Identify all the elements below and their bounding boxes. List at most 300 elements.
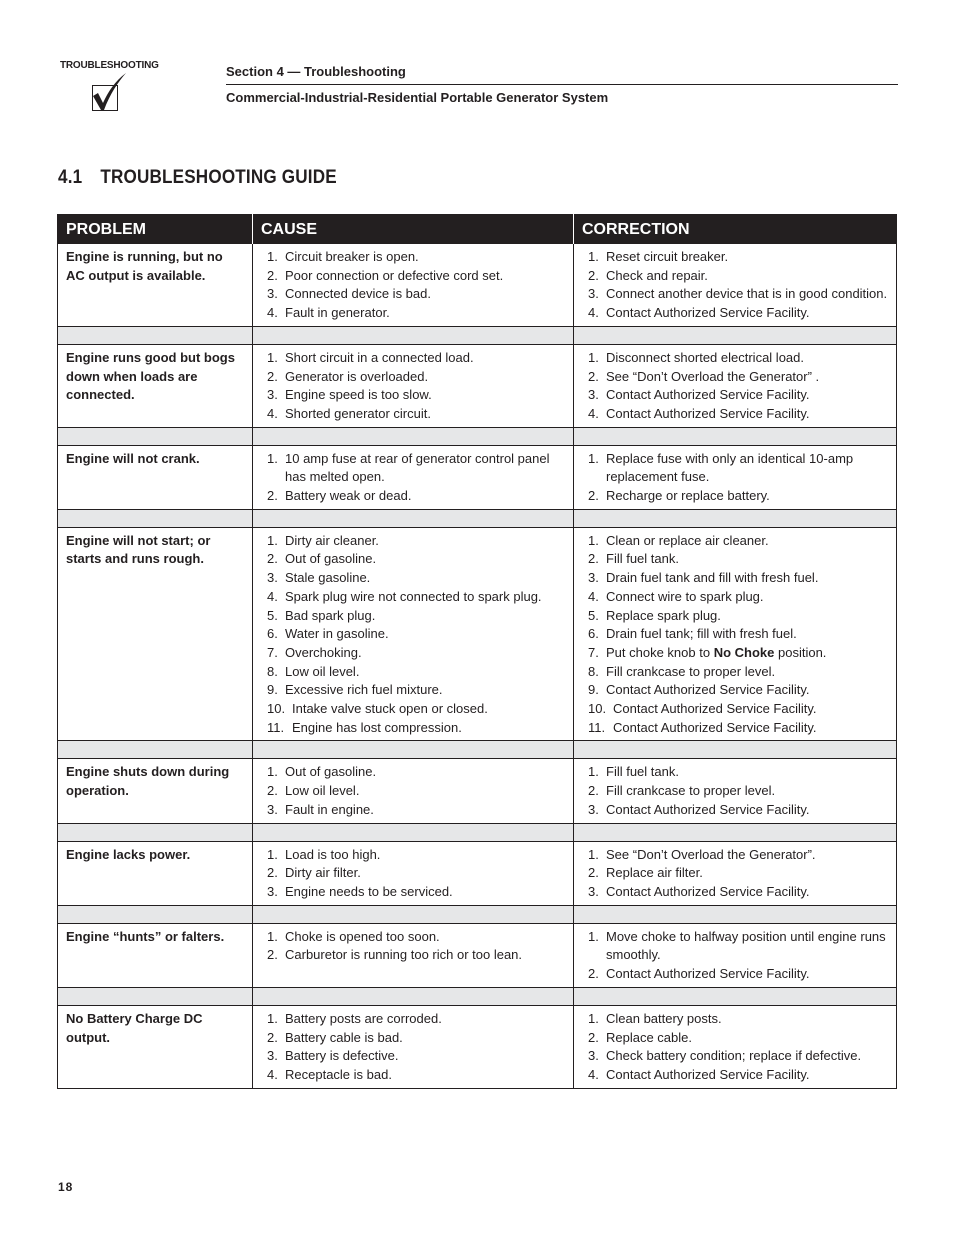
cause-list: [261, 349, 565, 424]
item-text-main: Bad spark plug.: [285, 607, 376, 623]
item-text-main: Fill fuel tank.: [606, 551, 679, 567]
spacer-cell: [253, 741, 574, 759]
item-text-main: See “Don’t Overload the Generator” .: [606, 368, 820, 384]
list-item: [267, 248, 565, 267]
item-number: 9.: [267, 682, 278, 698]
table-row: [58, 759, 897, 823]
item-text: [606, 846, 888, 865]
list-item: [588, 248, 888, 267]
item-text-main: Engine has lost compression.: [292, 719, 462, 735]
list-item: [588, 663, 888, 682]
spacer-cell: [574, 823, 897, 841]
cause-list: [261, 928, 565, 965]
correction-cell: [574, 244, 897, 327]
list-item: [588, 349, 888, 368]
spacer-cell: [253, 987, 574, 1005]
item-number: 7.: [267, 644, 278, 660]
correction-cell: [574, 1005, 897, 1088]
item-text: [285, 569, 565, 588]
item-text-bold: No Choke: [713, 644, 775, 660]
list-item: [267, 681, 565, 700]
item-text-main: Contact Authorized Service Facility.: [613, 719, 817, 735]
item-number: 8.: [588, 663, 599, 679]
item-number: 3.: [267, 1048, 278, 1064]
item-text: [606, 782, 888, 801]
list-item: [267, 569, 565, 588]
list-item: [588, 681, 888, 700]
item-text: [606, 386, 888, 405]
spacer-cell: [58, 326, 253, 344]
item-number: 4.: [588, 405, 599, 421]
item-text-main: Water in gasoline.: [285, 626, 389, 642]
item-text: [606, 450, 888, 487]
list-item: [267, 267, 565, 286]
item-text: [285, 248, 565, 267]
item-text: [606, 304, 888, 323]
item-text: [606, 532, 888, 551]
item-text-main: Fill crankcase to proper level.: [606, 783, 776, 799]
correction-list: [582, 763, 888, 819]
item-text-main: Out of gasoline.: [285, 764, 377, 780]
item-number: 1.: [588, 450, 599, 466]
item-text-main: Clean battery posts.: [606, 1010, 722, 1026]
item-number: 1.: [588, 1010, 599, 1026]
item-text-main: Spark plug wire not connected to spark plug.: [285, 588, 542, 604]
list-item: [588, 1047, 888, 1066]
list-item: [267, 405, 565, 424]
list-item: [267, 304, 565, 323]
item-number: 1.: [267, 450, 278, 466]
item-text: [285, 607, 565, 626]
item-text: [606, 965, 888, 984]
item-text-main: Battery posts are corroded.: [285, 1010, 442, 1026]
list-item: [588, 607, 888, 626]
spacer-row: [58, 823, 897, 841]
section-number: 4.1: [58, 167, 83, 188]
list-item: [267, 1029, 565, 1048]
item-number: 2.: [267, 865, 278, 881]
correction-list: [582, 450, 888, 506]
correction-list: [582, 928, 888, 984]
item-number: 10.: [267, 701, 286, 717]
section-title: Section 4 — Troubleshooting: [226, 64, 406, 79]
item-text-main: Disconnect shorted electrical load.: [606, 349, 804, 365]
item-text-main: Contact Authorized Service Facility.: [606, 305, 810, 321]
list-item: [267, 450, 565, 487]
item-number: 4.: [267, 1066, 278, 1082]
item-number: 4.: [588, 588, 599, 604]
item-text-main: Fault in generator.: [285, 305, 390, 321]
list-item: [267, 663, 565, 682]
item-text: [285, 267, 565, 286]
spacer-cell: [574, 905, 897, 923]
item-text: [606, 681, 888, 700]
table-row: [58, 1005, 897, 1088]
item-text-main: Poor connection or defective cord set.: [285, 267, 504, 283]
item-text: [285, 487, 565, 506]
item-text: [285, 550, 565, 569]
spacer-cell: [253, 427, 574, 445]
item-text-main: Fill crankcase to proper level.: [606, 663, 776, 679]
item-text: [285, 532, 565, 551]
list-item: [267, 883, 565, 902]
list-item: [267, 625, 565, 644]
item-text: [285, 368, 565, 387]
item-number: 2.: [267, 267, 278, 283]
item-number: 2.: [267, 551, 278, 567]
item-number: 2.: [267, 488, 278, 504]
item-text-main: Replace spark plug.: [606, 607, 721, 623]
item-text: [285, 681, 565, 700]
item-number: 8.: [267, 663, 278, 679]
item-text: [606, 644, 888, 663]
item-text: [285, 928, 565, 947]
item-text: [606, 487, 888, 506]
spacer-cell: [58, 905, 253, 923]
table-row: [58, 841, 897, 905]
problem-cell: Engine “hunts” or falters.: [58, 923, 253, 987]
spacer-row: [58, 741, 897, 759]
item-text: [606, 368, 888, 387]
item-number: 1.: [588, 349, 599, 365]
item-number: 1.: [267, 349, 278, 365]
list-item: [267, 368, 565, 387]
item-text-main: Contact Authorized Service Facility.: [606, 883, 810, 899]
list-item: [588, 550, 888, 569]
item-text: [606, 1029, 888, 1048]
problem-cell: Engine lacks power.: [58, 841, 253, 905]
item-text: [285, 644, 565, 663]
list-item: [588, 405, 888, 424]
item-text-main: Replace air filter.: [606, 865, 703, 881]
spacer-cell: [58, 987, 253, 1005]
section-heading: TROUBLESHOOTING GUIDE: [100, 167, 337, 188]
list-item: [588, 368, 888, 387]
table-row: [58, 527, 897, 741]
list-item: [588, 928, 888, 965]
item-text: [606, 588, 888, 607]
item-text: [285, 883, 565, 902]
item-text: [292, 719, 565, 738]
page-number: 18: [58, 1180, 74, 1194]
item-number: 3.: [267, 801, 278, 817]
item-number: 4.: [588, 305, 599, 321]
correction-cell: [574, 841, 897, 905]
item-number: 1.: [588, 846, 599, 862]
item-text-main: Move choke to halfway position until engine runs smoothly.: [606, 928, 886, 963]
item-text-main: Reset circuit breaker.: [606, 249, 729, 264]
item-text-main: Out of gasoline.: [285, 551, 377, 567]
list-item: [267, 532, 565, 551]
item-number: 2.: [588, 368, 599, 384]
correction-cell: [574, 527, 897, 741]
item-text: [285, 386, 565, 405]
list-item: [267, 946, 565, 965]
item-text-main: Carburetor is running too rich or too lean.: [285, 947, 523, 963]
item-number: 3.: [588, 883, 599, 899]
item-text: [606, 267, 888, 286]
item-text: [285, 1010, 565, 1029]
item-number: 2.: [588, 865, 599, 881]
item-number: 4.: [267, 405, 278, 421]
item-number: 4.: [267, 588, 278, 604]
item-text-main: Dirty air cleaner.: [285, 532, 379, 548]
item-text-main: Shorted generator circuit.: [285, 405, 431, 421]
item-number: 3.: [588, 1048, 599, 1064]
list-item: [588, 883, 888, 902]
list-item: [588, 304, 888, 323]
item-text: [613, 700, 888, 719]
item-text-main: Replace fuse with only an identical 10-amp replacement fuse.: [606, 450, 854, 485]
list-item: [588, 1029, 888, 1048]
item-number: 1.: [588, 764, 599, 780]
list-item: [267, 607, 565, 626]
item-text-main: Circuit breaker is open.: [285, 249, 419, 264]
spacer-cell: [574, 509, 897, 527]
table-row: [58, 244, 897, 327]
list-item: [267, 644, 565, 663]
spacer-row: [58, 509, 897, 527]
spacer-cell: [253, 823, 574, 841]
correction-list: [582, 1010, 888, 1085]
item-text: [613, 719, 888, 738]
item-text: [606, 349, 888, 368]
list-item: [267, 386, 565, 405]
item-text: [285, 946, 565, 965]
header-divider: [226, 84, 898, 85]
item-text-main: Check and repair.: [606, 267, 708, 283]
item-text: [285, 1066, 565, 1085]
item-text: [606, 1066, 888, 1085]
list-item: [267, 1010, 565, 1029]
correction-list: [582, 846, 888, 902]
item-text-main: Stale gasoline.: [285, 570, 371, 586]
item-text-main: Contact Authorized Service Facility.: [606, 966, 810, 982]
item-text: [285, 285, 565, 304]
check-mark-icon: [91, 72, 127, 112]
item-text-main: Battery is defective.: [285, 1048, 399, 1064]
spacer-cell: [253, 509, 574, 527]
item-text: [606, 607, 888, 626]
item-text-main: Excessive rich fuel mixture.: [285, 682, 443, 698]
item-text-main: Replace cable.: [606, 1029, 692, 1045]
list-item: [588, 285, 888, 304]
item-text-main: Battery cable is bad.: [285, 1029, 403, 1045]
list-item: [588, 1010, 888, 1029]
item-text: [285, 450, 565, 487]
list-item: [267, 763, 565, 782]
item-text-after: position.: [778, 644, 827, 660]
spacer-row: [58, 427, 897, 445]
list-item: [588, 719, 888, 738]
item-text-main: Connect another device that is in good condition.: [606, 286, 888, 302]
problem-cell: No Battery Charge DC output.: [58, 1005, 253, 1088]
problem-cell: Engine will not crank.: [58, 445, 253, 509]
spacer-cell: [58, 427, 253, 445]
item-number: 2.: [588, 551, 599, 567]
item-number: 2.: [267, 947, 278, 963]
spacer-cell: [574, 987, 897, 1005]
cause-list: [261, 763, 565, 819]
item-text-main: Recharge or replace battery.: [606, 488, 770, 504]
list-item: [588, 487, 888, 506]
item-text: [606, 405, 888, 424]
table-header-row: [58, 214, 897, 244]
list-item: [588, 1066, 888, 1085]
item-text-main: Engine needs to be serviced.: [285, 883, 453, 899]
item-text: [285, 763, 565, 782]
item-text-main: Contact Authorized Service Facility.: [613, 701, 817, 717]
item-text-main: Connect wire to spark plug.: [606, 588, 764, 604]
item-text-main: Connected device is bad.: [285, 286, 431, 302]
item-number: 2.: [588, 783, 599, 799]
item-text: [292, 700, 565, 719]
table-row: [58, 344, 897, 427]
item-text-main: Engine speed is too slow.: [285, 387, 432, 403]
item-text-main: Check battery condition; replace if defective.: [606, 1048, 862, 1064]
item-text: [285, 1029, 565, 1048]
spacer-cell: [58, 741, 253, 759]
item-number: 11.: [588, 719, 606, 735]
spacer-row: [58, 987, 897, 1005]
list-item: [267, 846, 565, 865]
item-number: 6.: [267, 626, 278, 642]
item-text-main: Put choke knob to: [606, 644, 711, 660]
checkbox-check-icon: [92, 85, 118, 111]
item-number: 3.: [588, 387, 599, 403]
cause-header: CAUSE: [253, 214, 574, 244]
item-text: [606, 864, 888, 883]
item-text-main: Generator is overloaded.: [285, 368, 429, 384]
item-number: 3.: [588, 801, 599, 817]
problem-cell: Engine will not start; or starts and runs rough.: [58, 527, 253, 741]
item-text-main: Receptacle is bad.: [285, 1066, 392, 1082]
item-number: 7.: [588, 644, 599, 660]
list-item: [588, 267, 888, 286]
item-number: 2.: [267, 1029, 278, 1045]
item-number: 3.: [267, 286, 278, 302]
item-number: 2.: [588, 488, 599, 504]
item-number: 4.: [588, 1066, 599, 1082]
item-text: [606, 928, 888, 965]
list-item: [267, 349, 565, 368]
page-title: [58, 167, 337, 189]
spacer-cell: [58, 509, 253, 527]
spacer-cell: [574, 741, 897, 759]
correction-list: [582, 349, 888, 424]
item-number: 1.: [267, 846, 278, 862]
cause-list: [261, 532, 565, 738]
item-text: [606, 248, 888, 267]
item-text: [285, 663, 565, 682]
item-number: 9.: [588, 682, 599, 698]
correction-list: [582, 532, 888, 738]
item-number: 2.: [267, 368, 278, 384]
spacer-cell: [574, 427, 897, 445]
table-body: [58, 244, 897, 1089]
item-number: 2.: [588, 1029, 599, 1045]
item-text-main: Drain fuel tank; fill with fresh fuel.: [606, 626, 797, 642]
problem-cell: Engine runs good but bogs down when loads are connected.: [58, 344, 253, 427]
list-item: [588, 625, 888, 644]
list-item: [588, 532, 888, 551]
item-text-main: 10 amp fuse at rear of generator control panel has melted open.: [285, 450, 550, 485]
list-item: [267, 1066, 565, 1085]
spacer-row: [58, 326, 897, 344]
item-number: 3.: [267, 387, 278, 403]
item-text-main: Overchoking.: [285, 644, 362, 660]
item-text: [606, 1010, 888, 1029]
item-number: 5.: [588, 607, 599, 623]
item-text-main: Contact Authorized Service Facility.: [606, 682, 810, 698]
cause-list: [261, 846, 565, 902]
table-row: [58, 445, 897, 509]
item-text: [285, 801, 565, 820]
item-text-main: Fill fuel tank.: [606, 764, 679, 780]
cause-cell: [253, 244, 574, 327]
item-number: 1.: [267, 928, 278, 944]
item-text-main: Load is too high.: [285, 846, 381, 862]
item-text-main: Dirty air filter.: [285, 865, 361, 881]
item-text: [606, 550, 888, 569]
list-item: [267, 285, 565, 304]
list-item: [267, 550, 565, 569]
item-text-main: Low oil level.: [285, 783, 360, 799]
item-number: 1.: [267, 764, 278, 780]
item-number: 4.: [267, 305, 278, 321]
item-number: 3.: [267, 883, 278, 899]
item-text-main: Contact Authorized Service Facility.: [606, 1066, 810, 1082]
item-text: [606, 883, 888, 902]
item-number: 2.: [588, 966, 599, 982]
item-number: 3.: [588, 286, 599, 302]
item-text-main: Drain fuel tank and fill with fresh fuel.: [606, 570, 819, 586]
list-item: [267, 928, 565, 947]
list-item: [267, 588, 565, 607]
correction-cell: [574, 344, 897, 427]
item-text: [285, 588, 565, 607]
list-item: [588, 846, 888, 865]
item-text: [606, 625, 888, 644]
spacer-row: [58, 905, 897, 923]
list-item: [588, 763, 888, 782]
item-text: [285, 1047, 565, 1066]
list-item: [267, 700, 565, 719]
item-text-main: Fault in engine.: [285, 801, 374, 817]
list-item: [588, 801, 888, 820]
cause-cell: [253, 344, 574, 427]
spacer-cell: [253, 326, 574, 344]
item-text: [285, 349, 565, 368]
list-item: [267, 782, 565, 801]
item-text-main: Short circuit in a connected load.: [285, 349, 474, 365]
item-number: 1.: [588, 928, 599, 944]
item-text: [285, 782, 565, 801]
item-text: [606, 1047, 888, 1066]
list-item: [588, 386, 888, 405]
list-item: [267, 1047, 565, 1066]
item-text: [285, 625, 565, 644]
cause-cell: [253, 445, 574, 509]
item-number: 1.: [267, 532, 278, 548]
item-number: 3.: [267, 570, 278, 586]
table-row: [58, 923, 897, 987]
item-number: 10.: [588, 701, 607, 717]
cause-list: [261, 450, 565, 506]
item-number: 2.: [267, 783, 278, 799]
correction-list: [582, 248, 888, 323]
cause-cell: [253, 759, 574, 823]
